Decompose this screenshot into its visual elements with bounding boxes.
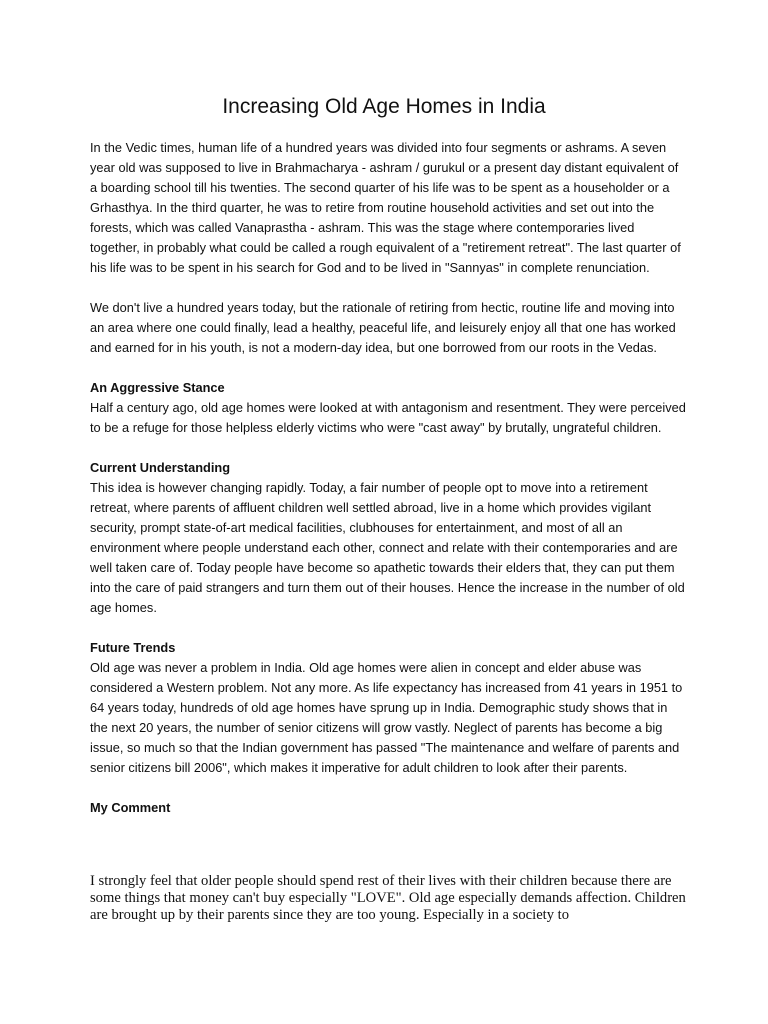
section-text-future-trends: Old age was never a problem in India. Old age homes were alien in concept and elder abuse was considered a Western problem. Not any more. As life expectancy has increased from 41 years in 1951 to 64 years today, hundreds of old age homes have sprung up in India. Demographic study shows that in the next 20 years, the number of senior citizens will grow vastly. Neglect of parents has become a big issue, so much so that the Indian government has passed "The maintenance and welfare of parents and senior citizens bill 2006", which makes it imperative for adult children to look after their parents. [90,660,683,775]
comment-heading: My Comment [90,800,171,815]
section-text-current-understanding: This idea is however changing rapidly. Today, a fair number of people opt to move into a retirement retreat, where parents of affluent children well settled abroad, live in a home which provides vigilant security, prompt state-of-art medical facilities, clubhouses for entertainment, and most of all an environment where people understand each other, connect and relate with their contemporaries and are well taken care of. Today people have become so apathetic towards their elders that, they can put them into the care of paid strangers and turn them out of their houses. Hence the increase in the number of old age homes. [90,480,685,615]
intro-paragraph-1: In the Vedic times, human life of a hundred years was divided into four segments or ashrams. A seven year old was supposed to live in Brahmacharya - ashram / gurukul or a present day distant equivalent of a boarding school till his twenties. The second quarter of his life was to be spent as a householder or a Grhasthya. In the third quarter, he was to retire from routine household activities and set out into the forests, which was called Vanaprastha - ashram. This was the stage where contemporaries lived together, in probably what could be called a rough equivalent of a "retirement retreat". The last quarter of his life was to be spent in his search for God and to be lived in "Sannyas" in complete renunciation. [90,140,681,275]
document-body [90,138,686,818]
section-text-aggressive-stance: Half a century ago, old age homes were looked at with antagonism and resentment. They were perceived to be a refuge for those helpless elderly victims who were "cast away" by brutally, ungrateful children. [90,400,686,435]
document-title: Increasing Old Age Homes in India [222,95,546,118]
section-heading-current-understanding: Current Understanding [90,460,231,475]
section-heading-future-trends: Future Trends [90,640,176,655]
intro-paragraph-2: We don't live a hundred years today, but the rationale of retiring from hectic, routine life and moving into an area where one could finally, lead a healthy, peaceful life, and leisurely enjoy all that one has worked and earned for in his youth, is not a modern-day idea, but one borrowed from our roots in the Vedas. [90,300,676,355]
section-heading-aggressive-stance: An Aggressive Stance [90,380,225,395]
comment-text: I strongly feel that older people should spend rest of their lives with their children because there are some things that money can't buy especially "LOVE". Old age especially demands affection. Children are brought up by their parents since they are too young. Especially in a society to [90,873,686,923]
